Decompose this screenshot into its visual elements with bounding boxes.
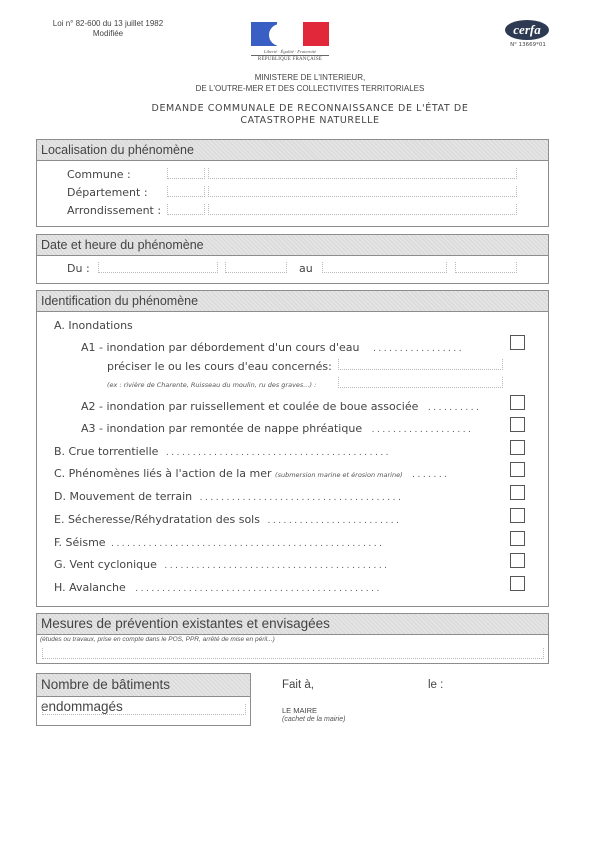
checkbox-f[interactable]: [510, 531, 525, 546]
item-g: [54, 558, 390, 571]
item-a2: [81, 400, 481, 413]
time-to-field[interactable]: [455, 262, 517, 273]
republic-name: RÉPUBLIQUE FRANÇAISE: [257, 57, 323, 62]
a1-precise-label: préciser le ou les cours d'eau concernés:: [107, 360, 332, 373]
commune-code-field[interactable]: [167, 168, 205, 179]
date-from-field[interactable]: [98, 262, 218, 273]
checkbox-a3[interactable]: [510, 417, 525, 432]
leader-dots: ..............................................: [135, 584, 382, 594]
date-signature-label: le :: [428, 679, 444, 691]
item-a3-label: A3 - inondation par remontée de nappe phréatique: [81, 422, 363, 435]
item-f-label: F. Séisme: [54, 536, 106, 549]
leader-dots: ..........................................: [164, 561, 390, 571]
date-heading: [37, 235, 548, 256]
group-a-inondations: A. Inondations: [54, 319, 133, 332]
date-to-label: au: [299, 262, 313, 275]
law-reference-line1: Loi n° 82-600 du 13 juillet 1982: [52, 19, 164, 28]
item-a2-label: A2 - inondation par ruissellement et coulée de boue associée: [81, 400, 419, 413]
item-d-label: D. Mouvement de terrain: [54, 490, 193, 503]
identification-heading: [37, 291, 548, 312]
marianne-logo: [251, 22, 329, 66]
a1-example-field[interactable]: [338, 377, 503, 388]
leader-dots: ..........................................: [165, 448, 392, 458]
item-a1: [81, 341, 464, 354]
localisation-heading-text: Localisation du phénomène: [41, 143, 194, 157]
fait-a-label: Fait à,: [282, 679, 314, 691]
item-d: [54, 490, 403, 503]
tricolor-flag-icon: [251, 22, 329, 46]
item-b: [54, 445, 391, 458]
checkbox-b[interactable]: [510, 440, 525, 455]
arrondissement-name-field[interactable]: [208, 204, 517, 215]
cerfa-number: N° 13669*01: [510, 42, 546, 48]
checkbox-a1[interactable]: [510, 335, 525, 350]
item-b-label: B. Crue torrentielle: [54, 445, 159, 458]
arrondissement-label: Arrondissement :: [67, 204, 162, 217]
item-e: [54, 513, 402, 526]
batiments-heading-text: Nombre de bâtiments endommagés: [41, 677, 171, 714]
date-signature-field[interactable]: [445, 673, 545, 693]
ministry-line1: MINISTERE DE L'INTERIEUR,: [254, 73, 366, 82]
leader-dots: .........................: [267, 516, 402, 526]
date-heading-text: Date et heure du phénomène: [41, 238, 204, 252]
departement-label: Département :: [67, 186, 148, 199]
date-from-label: Du :: [67, 262, 90, 275]
law-reference: [38, 19, 178, 39]
prevention-heading: [37, 614, 548, 635]
a1-example-note: (ex : rivière de Charente, Ruisseau du moulin, ru des graves...) :: [107, 381, 317, 389]
batiments-heading: [37, 674, 250, 714]
time-from-field[interactable]: [225, 262, 287, 273]
checkbox-d[interactable]: [510, 485, 525, 500]
item-c: [54, 467, 450, 480]
batiments-count-field[interactable]: [42, 704, 246, 715]
republic-motto: Liberté · Égalité · Fraternité: [251, 48, 329, 56]
item-h: [54, 581, 382, 594]
checkbox-c[interactable]: [510, 462, 525, 477]
cachet-label: (cachet de la mairie): [282, 716, 346, 723]
date-to-field[interactable]: [322, 262, 447, 273]
law-reference-line2: Modifiée: [92, 29, 124, 38]
checkbox-e[interactable]: [510, 508, 525, 523]
item-h-label: H. Avalanche: [54, 581, 126, 594]
marianne-profile-icon: [269, 24, 291, 46]
leader-dots: ...................................................: [111, 539, 385, 549]
item-g-label: G. Vent cyclonique: [54, 558, 157, 571]
arrondissement-code-field[interactable]: [167, 204, 205, 215]
identification-heading-text: Identification du phénomène: [41, 294, 199, 308]
a1-precise-field[interactable]: [338, 359, 503, 370]
item-c-note: (submersion marine et érosion marine): [275, 471, 403, 479]
form-title-line2: CATASTROPHE NATURELLE: [240, 115, 380, 126]
departement-name-field[interactable]: [208, 186, 517, 197]
ministry-name: [140, 72, 480, 94]
fait-a-field[interactable]: [308, 673, 418, 693]
item-a3: [81, 422, 473, 435]
item-a1-label: A1 - inondation par débordement d'un cours d'eau: [81, 341, 360, 354]
commune-label: Commune :: [67, 168, 131, 181]
form-title-line1: DEMANDE COMMUNALE DE RECONNAISSANCE DE L'ÉTAT DE: [151, 103, 469, 114]
item-e-label: E. Sécheresse/Réhydratation des sols: [54, 513, 260, 526]
leader-dots: .......: [412, 470, 450, 480]
departement-code-field[interactable]: [167, 186, 205, 197]
form-title: [100, 103, 520, 127]
ministry-line2: DE L'OUTRE-MER ET DES COLLECTIVITES TERRITORIALES: [195, 84, 425, 93]
checkbox-g[interactable]: [510, 553, 525, 568]
leader-dots: ......................................: [199, 493, 404, 503]
localisation-heading: [37, 140, 548, 161]
cerfa-logo: cerfa: [505, 20, 549, 40]
commune-name-field[interactable]: [208, 168, 517, 179]
leader-dots: ..........: [427, 403, 482, 413]
date-section: [36, 234, 549, 284]
item-f: [54, 536, 384, 549]
item-c-label: C. Phénomènes liés à l'action de la mer: [54, 467, 272, 480]
prevention-note: (études ou travaux, prise en compte dans le POS, PPR, arrêté de mise en péril...): [40, 636, 275, 643]
leader-dots: .................: [373, 344, 465, 354]
leader-dots: ...................: [371, 425, 474, 435]
prevention-field[interactable]: [42, 648, 544, 659]
checkbox-h[interactable]: [510, 576, 525, 591]
prevention-heading-text: Mesures de prévention existantes et envisagées: [41, 616, 330, 631]
batiments-section: [36, 673, 251, 726]
checkbox-a2[interactable]: [510, 395, 525, 410]
maire-label: LE MAIRE: [282, 706, 318, 715]
